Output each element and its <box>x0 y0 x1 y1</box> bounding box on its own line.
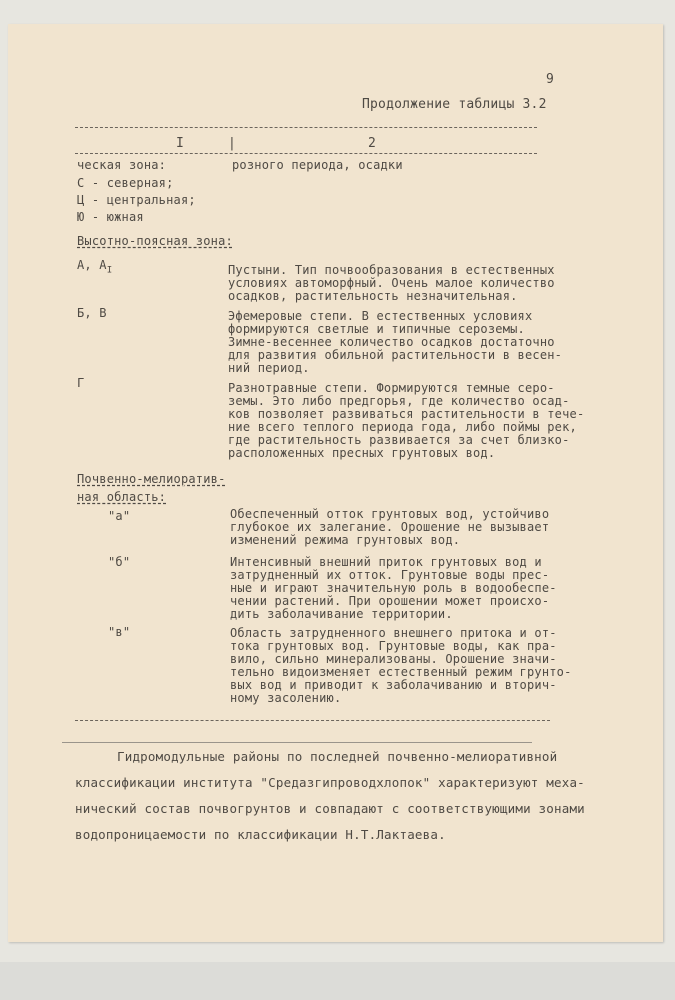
row-label: "а" <box>108 509 131 523</box>
row-desc-line: Пустыни. Тип почвообразования в естественных <box>228 263 555 277</box>
row-desc-line: вило, сильно минерализованы. Орошение значи- <box>230 652 557 666</box>
row-label: "в" <box>108 625 131 639</box>
row-desc-line: для развития обильной растительности в весен- <box>228 348 563 362</box>
section-title-soil-cont: ная область: <box>77 490 167 504</box>
zone-item: Ц - центральная; <box>77 193 196 207</box>
column-header-divider: | <box>228 136 237 151</box>
row-desc-line: вых вод и приводит к заболачиванию и вторич- <box>230 678 557 692</box>
zone-item: С - северная; <box>77 176 174 190</box>
row-desc-line: Интенсивный внешний приток грунтовых вод и <box>230 555 542 569</box>
row-desc-line: расположенных пресных грунтовых вод. <box>228 446 496 460</box>
row-desc-line: чении растений. При орошении может происхо- <box>230 594 550 608</box>
row-desc-line: Разнотравные степи. Формируются темные серо- <box>228 381 555 395</box>
row-desc-line: ние всего теплого периода года, либо поймы рек, <box>228 420 577 434</box>
row-desc-line: тельно видоизменяет естественный режим грунто- <box>230 665 572 679</box>
row-desc-line: земы. Это либо предгорья, где количество осад- <box>228 394 570 408</box>
row-desc-line: Область затрудненного внешнего притока и от- <box>230 626 557 640</box>
top-row-right: розного периода, осадки <box>232 158 403 172</box>
row-desc-line: дить заболачивание территории. <box>230 607 453 621</box>
paragraph-line: Гидромодульные районы по последней почвенно-мелиоративной <box>117 749 558 764</box>
section-title-soil: Почвенно-мелиоратив- <box>77 472 226 486</box>
section-title-altitude: Высотно-поясная зона: <box>77 234 233 248</box>
table-bottom-rule <box>75 720 550 721</box>
header-bottom-rule <box>75 153 537 154</box>
table-top-rule <box>75 127 537 128</box>
row-label: А, $А_I$ <box>77 258 113 276</box>
row-label: Г <box>77 376 85 390</box>
row-desc-line: изменений режима грунтовых вод. <box>230 533 461 547</box>
row-desc-line: Зимне-весеннее количество осадков достаточно <box>228 335 555 349</box>
row-desc-line: тока грунтовых вод. Грунтовые воды, как пра- <box>230 639 557 653</box>
zone-item: Ю - южная <box>77 210 144 224</box>
row-desc-line: затрудненный их отток. Грунтовые воды прес- <box>230 568 550 582</box>
row-desc-line: Обеспеченный отток грунтовых вод, устойчиво <box>230 507 550 521</box>
table-bottom-edge <box>62 742 532 743</box>
paragraph-line: нический состав почвогрунтов и совпадают с соответствующими зонами <box>75 801 585 816</box>
top-row-left: ческая зона: <box>77 158 167 172</box>
continuation-title: Продолжение таблицы 3.2 <box>362 97 547 112</box>
row-desc-line: глубокое их залегание. Орошение не вызывает <box>230 520 550 534</box>
row-desc-line: ков позволяет развиваться растительности в тече- <box>228 407 585 421</box>
row-desc-line: Эфемеровые степи. В естественных условиях <box>228 309 533 323</box>
row-label: "б" <box>108 555 131 569</box>
paragraph-line: классификации института "Средазгипроводхлопок" характеризуют меха- <box>75 775 585 790</box>
paragraph-line: водопроницаемости по классификации Н.Т.Лактаева. <box>75 827 446 842</box>
column-header-1: I <box>176 136 185 151</box>
row-desc-line: формируются светлые и типичные сероземы. <box>228 322 525 336</box>
row-label: Б, В <box>77 306 107 320</box>
row-desc-line: ному засолению. <box>230 691 342 705</box>
row-desc-line: осадков, растительность незначительная. <box>228 289 518 303</box>
scan-background-strip <box>0 962 675 1000</box>
column-header-2: 2 <box>368 136 377 151</box>
page-number: 9 <box>546 72 555 87</box>
row-desc-line: где растительность развивается за счет близко- <box>228 433 570 447</box>
row-desc-line: условиях автоморфный. Очень малое количество <box>228 276 555 290</box>
row-desc-line: ний период. <box>228 361 310 375</box>
row-desc-line: ные и играют значительную роль в водообеспе- <box>230 581 557 595</box>
